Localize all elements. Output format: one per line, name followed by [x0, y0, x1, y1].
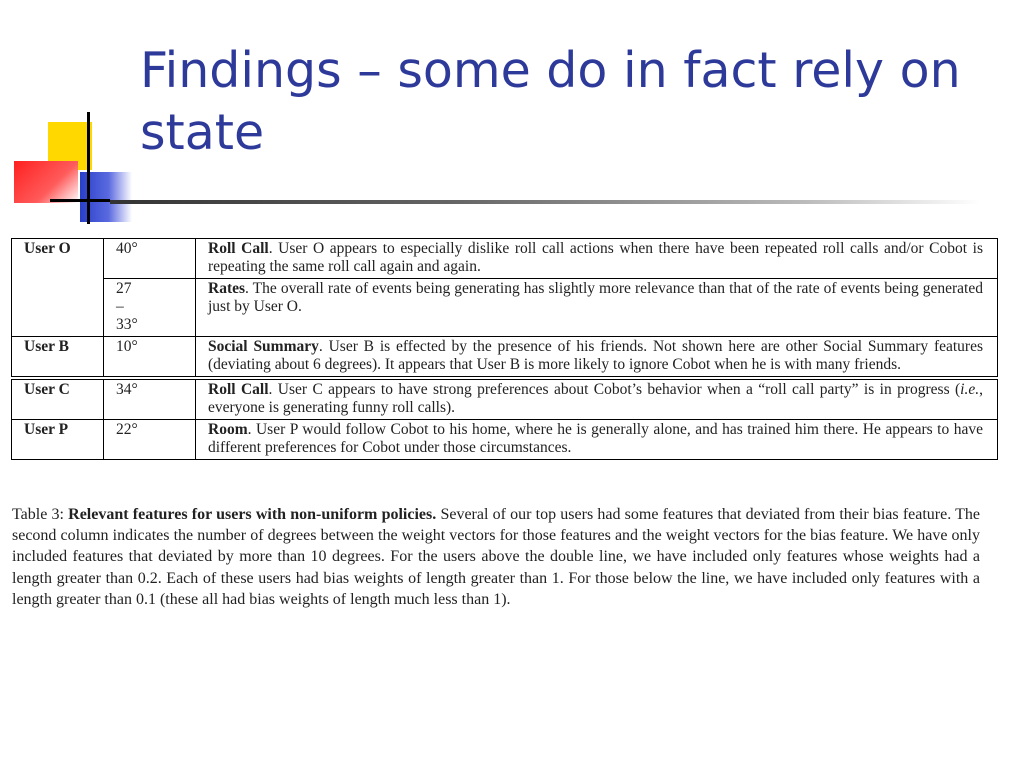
user-cell: User P	[12, 420, 104, 460]
description-cell: Roll Call. User C appears to have strong preferences about Cobot’s behavior when a “roll call party” is in progress (i.e., everyone is generating funny roll calls).	[196, 380, 998, 420]
table-row	[12, 337, 998, 377]
table-row	[12, 279, 998, 337]
degrees-cell: 22°	[104, 420, 196, 460]
feature-name: Roll Call	[208, 381, 269, 398]
degrees-cell: 34°	[104, 380, 196, 420]
feature-description: . User O appears to especially dislike roll call actions when there have been repeated roll calls and/or Cobot is repeating the same roll call again and again.	[208, 240, 983, 275]
feature-name: Rates	[208, 280, 246, 297]
table-row	[12, 380, 998, 420]
title-divider	[110, 200, 980, 204]
features-table	[11, 238, 998, 460]
description-cell	[196, 279, 998, 337]
features-table-container	[11, 238, 997, 460]
description-cell	[196, 420, 998, 460]
user-cell: User C	[12, 380, 104, 420]
feature-name: Social Summary	[208, 338, 319, 355]
description-cell	[196, 239, 998, 279]
table-caption	[12, 504, 980, 610]
feature-name: Room	[208, 421, 248, 438]
degrees-cell: 40°	[104, 239, 196, 279]
description-cell	[196, 337, 998, 377]
table-row	[12, 239, 998, 279]
feature-description: . User P would follow Cobot to his home, where he is generally alone, and has trained him there. He appears to have different preferences for Cobot under those circumstances.	[208, 421, 983, 456]
caption-label: Table 3:	[12, 506, 69, 523]
red-square-decoration	[14, 161, 78, 203]
feature-name: Roll Call	[208, 240, 269, 257]
table-row	[12, 420, 998, 460]
caption-heading: Relevant features for users with non-uniform policies.	[68, 506, 437, 523]
slide-logo-decoration	[0, 0, 140, 240]
user-cell: User O	[12, 239, 104, 337]
horizontal-line-decoration	[50, 199, 110, 202]
vertical-line-decoration	[87, 112, 90, 224]
degrees-cell: 27 – 33°	[104, 279, 196, 337]
user-cell: User B	[12, 337, 104, 377]
caption-body: Several of our top users had some features that deviated from their bias feature. The second column indicates the number of degrees between the weight vectors for those features and the weight vectors for the bias feature. We have only included features that deviated by more than 10 degrees. For the users above the double line, we have included only features whose weights had a length greater than 0.2. Each of these users had bias weights of length greater than 1. For those below the line, we have included only features with a length greater than 0.1 (these all had bias weights of length much less than 1).	[12, 506, 981, 608]
feature-description: . User B is effected by the presence of his friends. Not shown here are other Social Summary features (deviating about 6 degrees). It appears that User B is more likely to ignore Cobot when he is with many friends.	[208, 338, 984, 373]
degrees-cell: 10°	[104, 337, 196, 377]
feature-description: . The overall rate of events being generating has slightly more relevance than that of the rate of events being generated just by User O.	[208, 280, 983, 315]
slide-title: Findings – some do in fact rely on state	[140, 42, 961, 161]
